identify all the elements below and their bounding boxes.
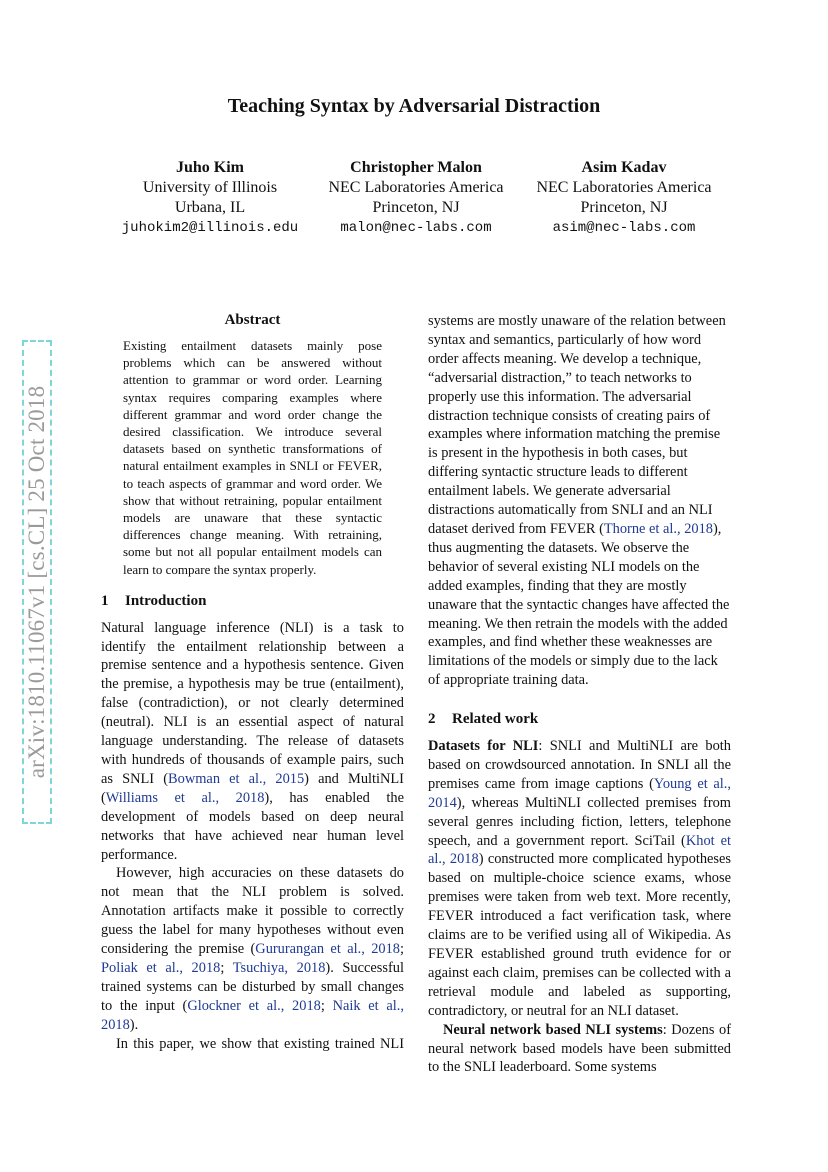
- author-location: Urbana, IL: [174, 199, 246, 216]
- related-systems-paragraph: Neural network based NLI systems: Dozens of neural network based models have been submitted to the SNLI leaderboard. Some systems: [428, 1021, 731, 1076]
- citation-link[interactable]: 2018: [684, 520, 713, 537]
- citation-link[interactable]: Tsuchiya, 2018: [232, 959, 326, 976]
- arxiv-identifier-text: arXiv:1810.11067v1 [cs.CL] 25 Oct 2018: [24, 385, 49, 779]
- author-name: Asim Kadav: [581, 159, 667, 176]
- citation-link[interactable]: Naik et al., 2018: [101, 997, 404, 1033]
- author-affiliation: NEC Laboratories America: [536, 179, 712, 196]
- section-number: 1: [101, 592, 109, 609]
- citation-link[interactable]: al.,: [663, 520, 685, 537]
- section-heading-related-work: [428, 710, 731, 729]
- citation-link[interactable]: Thorne: [603, 520, 650, 537]
- citation-link[interactable]: Williams et al., 2018: [105, 789, 265, 806]
- author-name: Christopher Malon: [350, 159, 482, 176]
- intro-paragraph-1: Natural language inference (NLI) is a task to identify the entailment relationship between a premise sentence and a hypothesis sentence. Given the premise, a hypothesis may be true (entailment), false (contradiction), or not clearly determined (neutral). NLI is an essential aspect of natural language understanding. The release of datasets with hundreds of thousands of example pairs, such as SNLI (Bowman et al., 2015) and MultiNLI (Williams et al., 2018), has enabled the development of models based on deep neural networks that have achieved near human level performance.: [101, 619, 404, 863]
- run-in-heading: Datasets for NLI: [428, 738, 539, 755]
- citation-link[interactable]: Gururangan et al., 2018: [255, 941, 400, 958]
- abstract-body: Existing entailment datasets mainly pose problems which can be answered without attention to grammar or word order. Learning syntax requires comparing examples where different grammar and word order change the desired classification. We introduce several datasets based on synthetic transformations of natural entailment examples in SNLI or FEVER, to teach aspects of grammar and word order. We show that without retraining, popular entailment models are unaware that these syntactic differences change meaning. With retraining, some but not all popular entailment models can learn to compare the syntax properly.: [123, 337, 382, 577]
- run-in-heading: Neural network based NLI systems: [443, 1021, 663, 1038]
- paper-title: Teaching Syntax by Adversarial Distraction: [227, 95, 601, 117]
- citation-link[interactable]: et: [649, 520, 664, 537]
- author-block-3: [524, 158, 724, 238]
- author-email[interactable]: asim@nec-labs.com: [552, 220, 696, 236]
- intro-paragraph-3: In this paper, we show that existing trained NLI: [116, 1035, 405, 1052]
- abstract-heading: Abstract: [224, 312, 281, 328]
- arxiv-identifier-stamp: [22, 340, 52, 824]
- citation-link[interactable]: Glockner et al., 2018: [187, 997, 321, 1014]
- citation-link[interactable]: Young et al., 2014: [428, 775, 731, 811]
- intro-paragraph-3-continued: systems are mostly unaware of the relation between syntax and semantics, particularly of how word order affects meaning. We develop a technique, “adversarial distraction,” to teach networks to properly use this information. The adversarial distraction technique consists of creating pairs of examples where information matching the premise is present in the hypothesis in both cases, but differing syntactic structure leads to different entailment labels. We generate adversarial distractions automatically from SNLI and an NLI dataset derived from FEVER (Thorne et al., 2018), thus augmenting the datasets. We observe the behavior of several existing NLI models on the added examples, finding that they are mostly unaware that the syntactic changes have affected the meaning. We then retrain the models with the added examples, and find whether these weaknesses are limitations of the models or simply due to the lack of appropriate training data.: [428, 313, 730, 689]
- citation-link[interactable]: Khot et al., 2018: [428, 832, 732, 868]
- author-name: Juho Kim: [175, 159, 244, 176]
- author-location: Princeton, NJ: [580, 199, 668, 216]
- left-column: [101, 311, 404, 1054]
- section-number: 2: [428, 711, 436, 728]
- section-title: Introduction: [125, 592, 207, 609]
- author-block-2: [316, 158, 516, 238]
- section-heading-introduction: [101, 592, 404, 611]
- author-email[interactable]: juhokim2@illinois.edu: [121, 220, 299, 236]
- right-column: [428, 312, 731, 1077]
- related-datasets-paragraph: Datasets for NLI: SNLI and MultiNLI are both based on crowdsourced annotation. In SNLI all the premises came from image captions (Young et al., 2014), whereas MultiNLI collected premises from several genres including fiction, letters, telephone speech, and a government report. SciTail (Khot et al., 2018) constructed more complicated hypotheses based on multiple-choice science exams, whose premises were taken from web text. More recently, FEVER introduced a fact verification task, where claims are to be verified using all of Wikipedia. As FEVER established ground truth evidence for or against each claim, premises can be collected with a retrieval module and labeled as supporting, contradictory, or neutral for an NLI dataset.: [428, 738, 732, 1019]
- citation-link[interactable]: Bowman et al., 2015: [168, 770, 305, 787]
- author-block-1: [110, 158, 310, 238]
- section-title: Related work: [452, 711, 539, 728]
- intro-paragraph-2: However, high accuracies on these datasets do not mean that the NLI problem is solved. Annotation artifacts make it possible to correctly guess the label for many hypotheses without even considering the premise (Gururangan et al., 2018; Poliak et al., 2018; Tsuchiya, 2018). Successful trained systems can be disturbed by small changes to the input (Glockner et al., 2018; Naik et al., 2018).: [101, 865, 404, 1033]
- citation-link[interactable]: Poliak et al., 2018: [101, 959, 221, 976]
- author-affiliation: University of Illinois: [142, 179, 278, 196]
- author-location: Princeton, NJ: [372, 199, 460, 216]
- author-email[interactable]: malon@nec-labs.com: [340, 220, 492, 236]
- author-affiliation: NEC Laboratories America: [328, 179, 504, 196]
